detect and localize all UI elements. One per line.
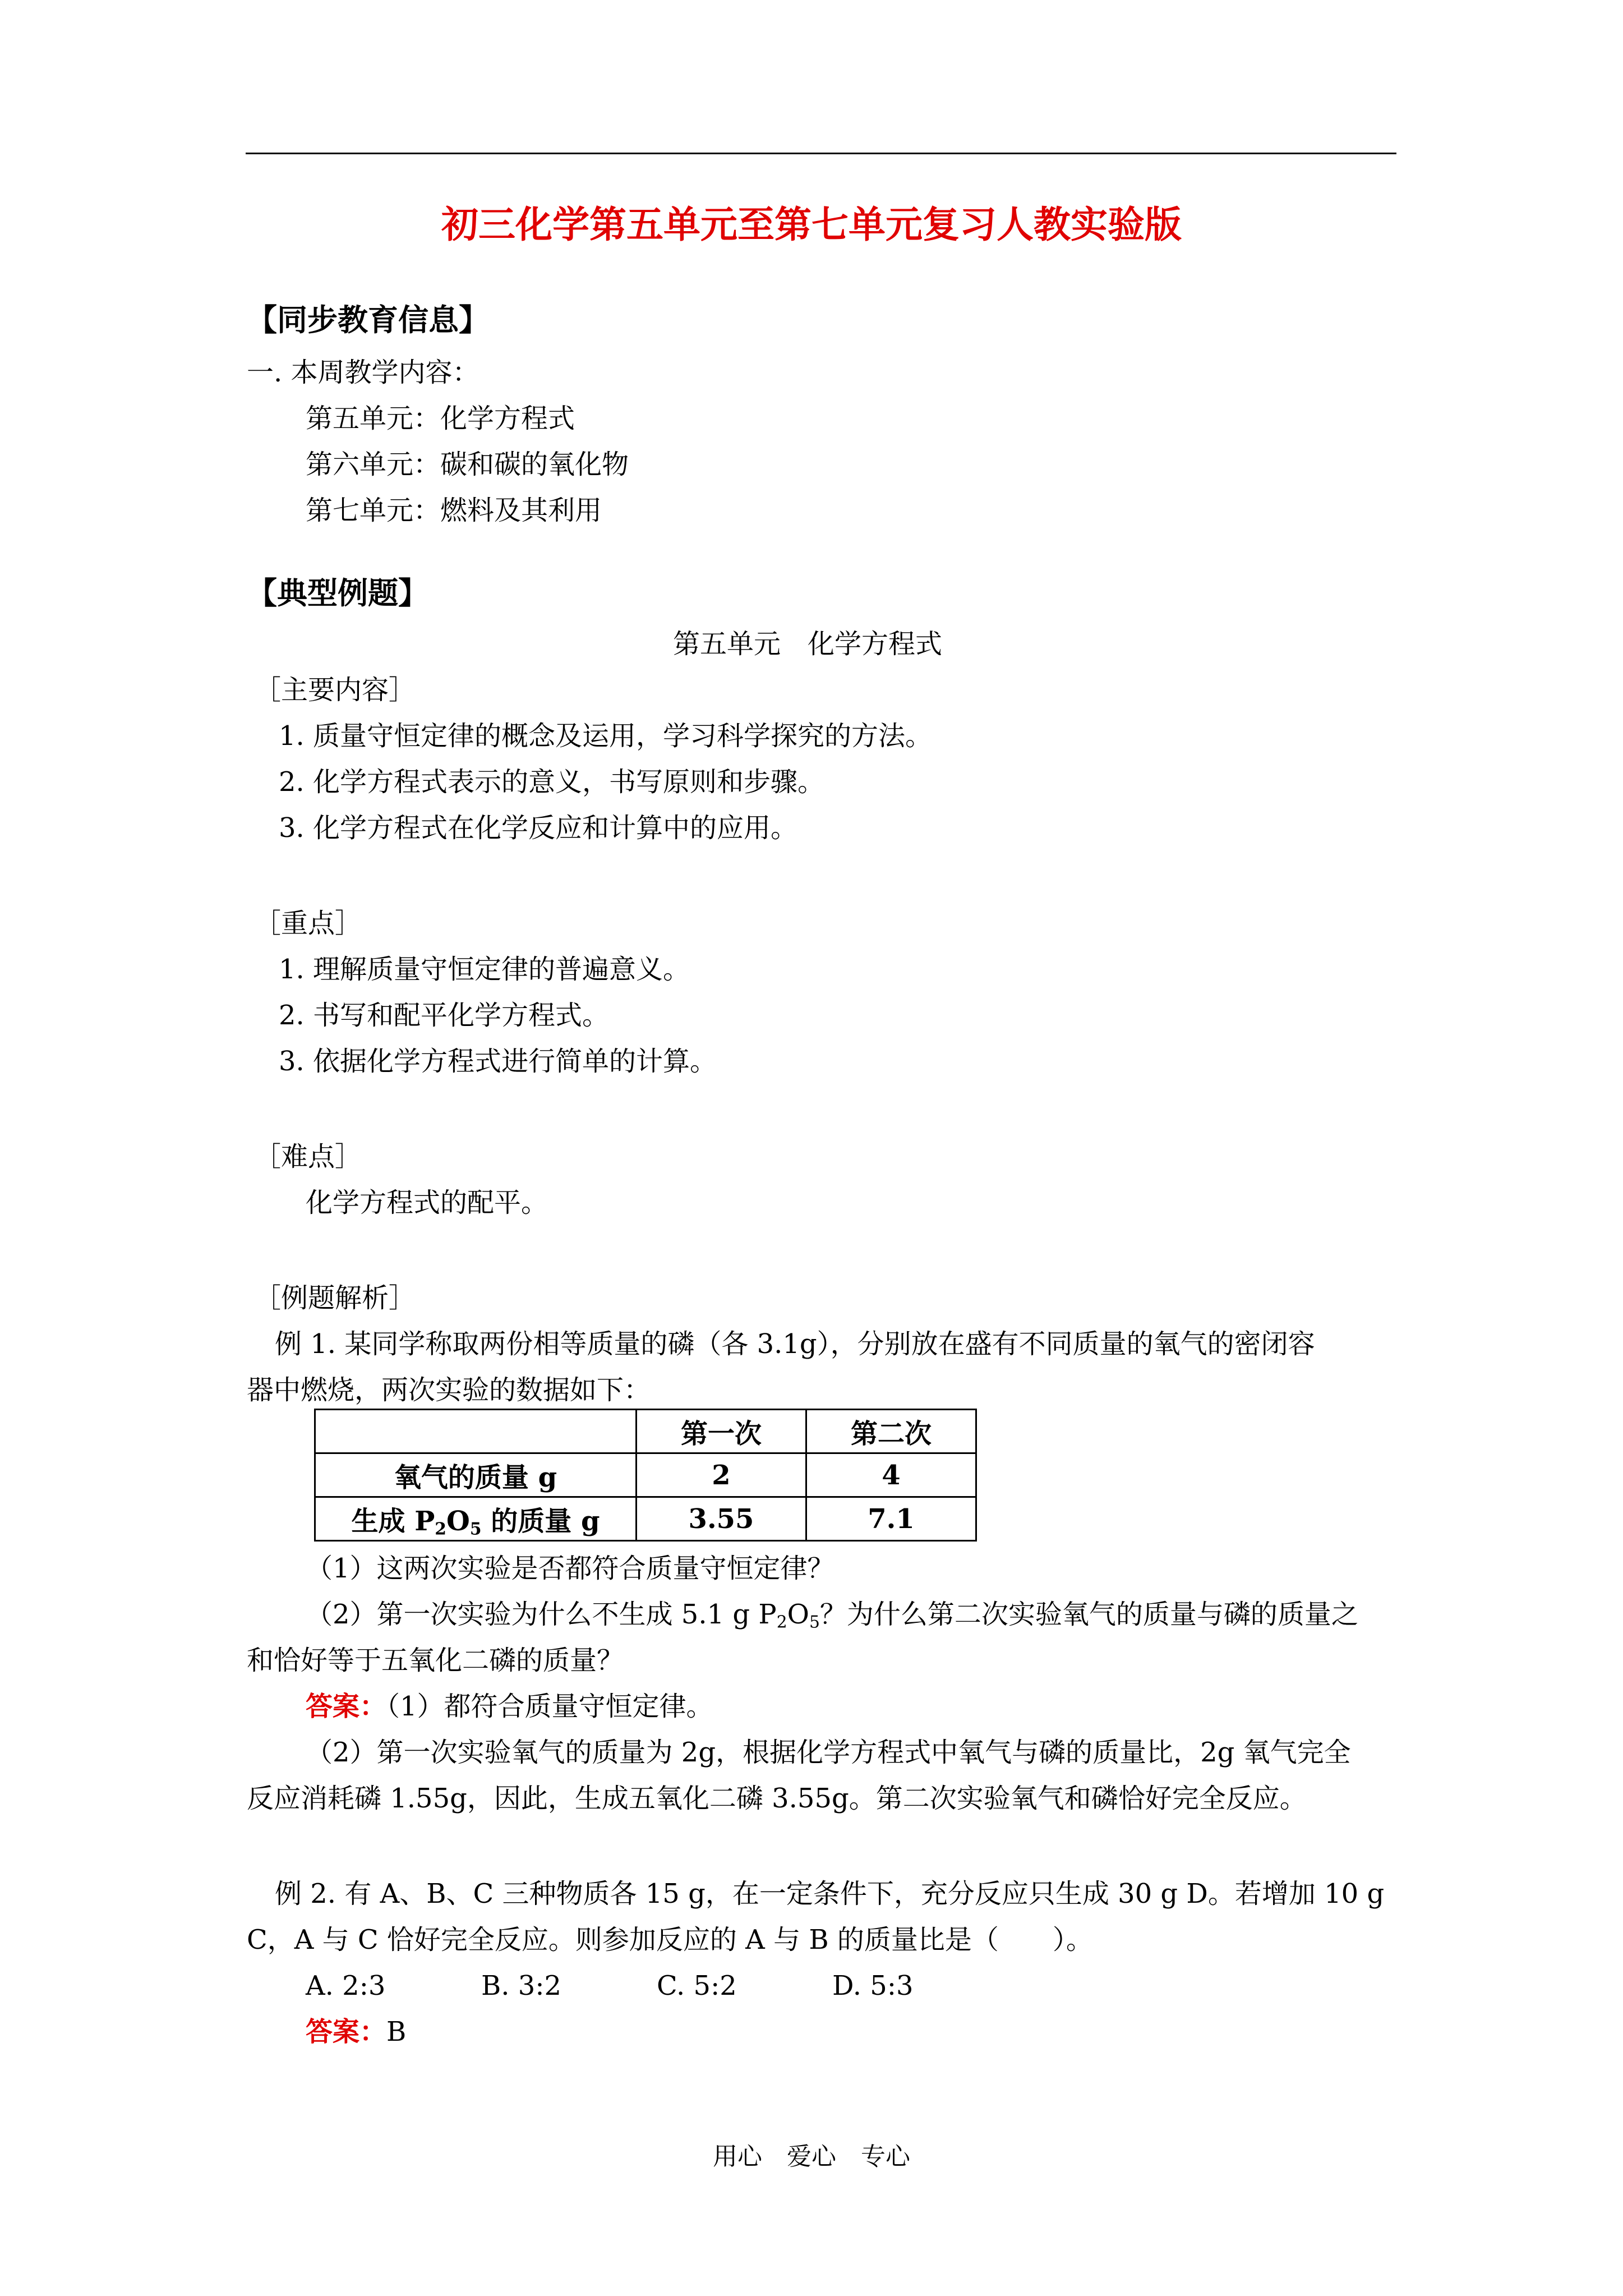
key-point-1: 1. 理解质量守恒定律的普遍意义。 bbox=[279, 954, 690, 985]
row-label-oxygen: 氧气的质量 g bbox=[315, 1453, 637, 1497]
cell-p2o5-second: 7.1 bbox=[806, 1497, 976, 1541]
week-content-heading: 一. 本周教学内容： bbox=[247, 357, 479, 388]
footer-motto: 用心 爱心 专心 bbox=[713, 2142, 910, 2171]
document-title: 初三化学第五单元至第七单元复习人教实验版 bbox=[441, 203, 1182, 246]
section-sync-info: 【同步教育信息】 bbox=[247, 302, 489, 338]
table-header-first: 第一次 bbox=[637, 1410, 806, 1453]
main-content-item-1: 1. 质量守恒定律的概念及运用，学习科学探究的方法。 bbox=[279, 720, 933, 752]
table-row bbox=[315, 1453, 976, 1497]
example1-line1: 例 1. 某同学称取两份相等质量的磷（各 3.1g），分别放在盛有不同质量的氧气的密闭容 bbox=[275, 1328, 1315, 1360]
table-row bbox=[315, 1497, 976, 1541]
main-content-label: ［主要内容］ bbox=[254, 674, 416, 706]
main-content-item-3: 3. 化学方程式在化学反应和计算中的应用。 bbox=[279, 812, 798, 844]
example1-answer1: 答案：（1）都符合质量守恒定律。 bbox=[306, 1691, 713, 1722]
example2-line1: 例 2. 有 A、B、C 三种物质各 15 g，在一定条件下，充分反应只生成 30 g D。若增加 10 g bbox=[275, 1878, 1385, 1910]
key-point-2: 2. 书写和配平化学方程式。 bbox=[279, 1000, 610, 1031]
answer-label: 答案： bbox=[306, 2016, 387, 2047]
option-b: B. 3:2 bbox=[481, 1970, 562, 2001]
unit-title: 第五单元 化学方程式 bbox=[673, 628, 943, 660]
week-item-2: 第六单元：碳和碳的氧化物 bbox=[306, 449, 629, 480]
example1-question1: （1）这两次实验是否都符合质量守恒定律？ bbox=[306, 1553, 834, 1584]
experiment-table bbox=[314, 1409, 977, 1542]
example1-question2: （2）第一次实验为什么不生成 5.1 g $P_2O_5$？为什么第二次实验氧气的质量与磷的质量之 bbox=[306, 1599, 1358, 1632]
example1-answer2-line2: 反应消耗磷 1.55g，因此，生成五氧化二磷 3.55g。第二次实验氧气和磷恰好完全反应。 bbox=[247, 1783, 1307, 1814]
key-point-3: 3. 依据化学方程式进行简单的计算。 bbox=[279, 1046, 717, 1077]
week-item-1: 第五单元：化学方程式 bbox=[306, 403, 575, 434]
example1-question2-line2: 和恰好等于五氧化二磷的质量？ bbox=[247, 1645, 624, 1676]
option-c: C. 5:2 bbox=[657, 1970, 737, 2001]
difficult-text: 化学方程式的配平。 bbox=[306, 1187, 548, 1218]
option-d: D. 5:3 bbox=[832, 1970, 914, 2001]
key-points-label: ［重点］ bbox=[254, 908, 362, 939]
answer-label: 答案： bbox=[306, 1691, 387, 1722]
main-content-item-2: 2. 化学方程式表示的意义，书写原则和步骤。 bbox=[279, 766, 825, 798]
table-header-blank bbox=[315, 1410, 637, 1453]
cell-oxygen-first: 2 bbox=[637, 1453, 806, 1497]
option-a: A. 2:3 bbox=[306, 1970, 386, 2001]
section-examples: 【典型例题】 bbox=[247, 575, 428, 611]
example2-line2: C，A 与 C 恰好完全反应。则参加反应的 A 与 B 的质量比是（ ）。 bbox=[247, 1924, 1093, 1955]
analysis-label: ［例题解析］ bbox=[254, 1282, 416, 1314]
row-label-p2o5: 生成 $P_2O_5$ 的质量 g bbox=[315, 1497, 637, 1541]
table-header-row bbox=[315, 1410, 976, 1453]
difficult-label: ［难点］ bbox=[254, 1141, 362, 1172]
example1-answer2-line1: （2）第一次实验氧气的质量为 2g，根据化学方程式中氧气与磷的质量比，2g 氧气完全 bbox=[306, 1737, 1351, 1768]
example2-answer: 答案：B bbox=[306, 2016, 407, 2047]
cell-p2o5-first: 3.55 bbox=[637, 1497, 806, 1541]
example1-line2: 器中燃烧，两次实验的数据如下： bbox=[247, 1374, 651, 1406]
table-header-second: 第二次 bbox=[806, 1410, 976, 1453]
cell-oxygen-second: 4 bbox=[806, 1453, 976, 1497]
header-rule bbox=[246, 153, 1396, 154]
week-item-3: 第七单元：燃料及其利用 bbox=[306, 495, 602, 526]
